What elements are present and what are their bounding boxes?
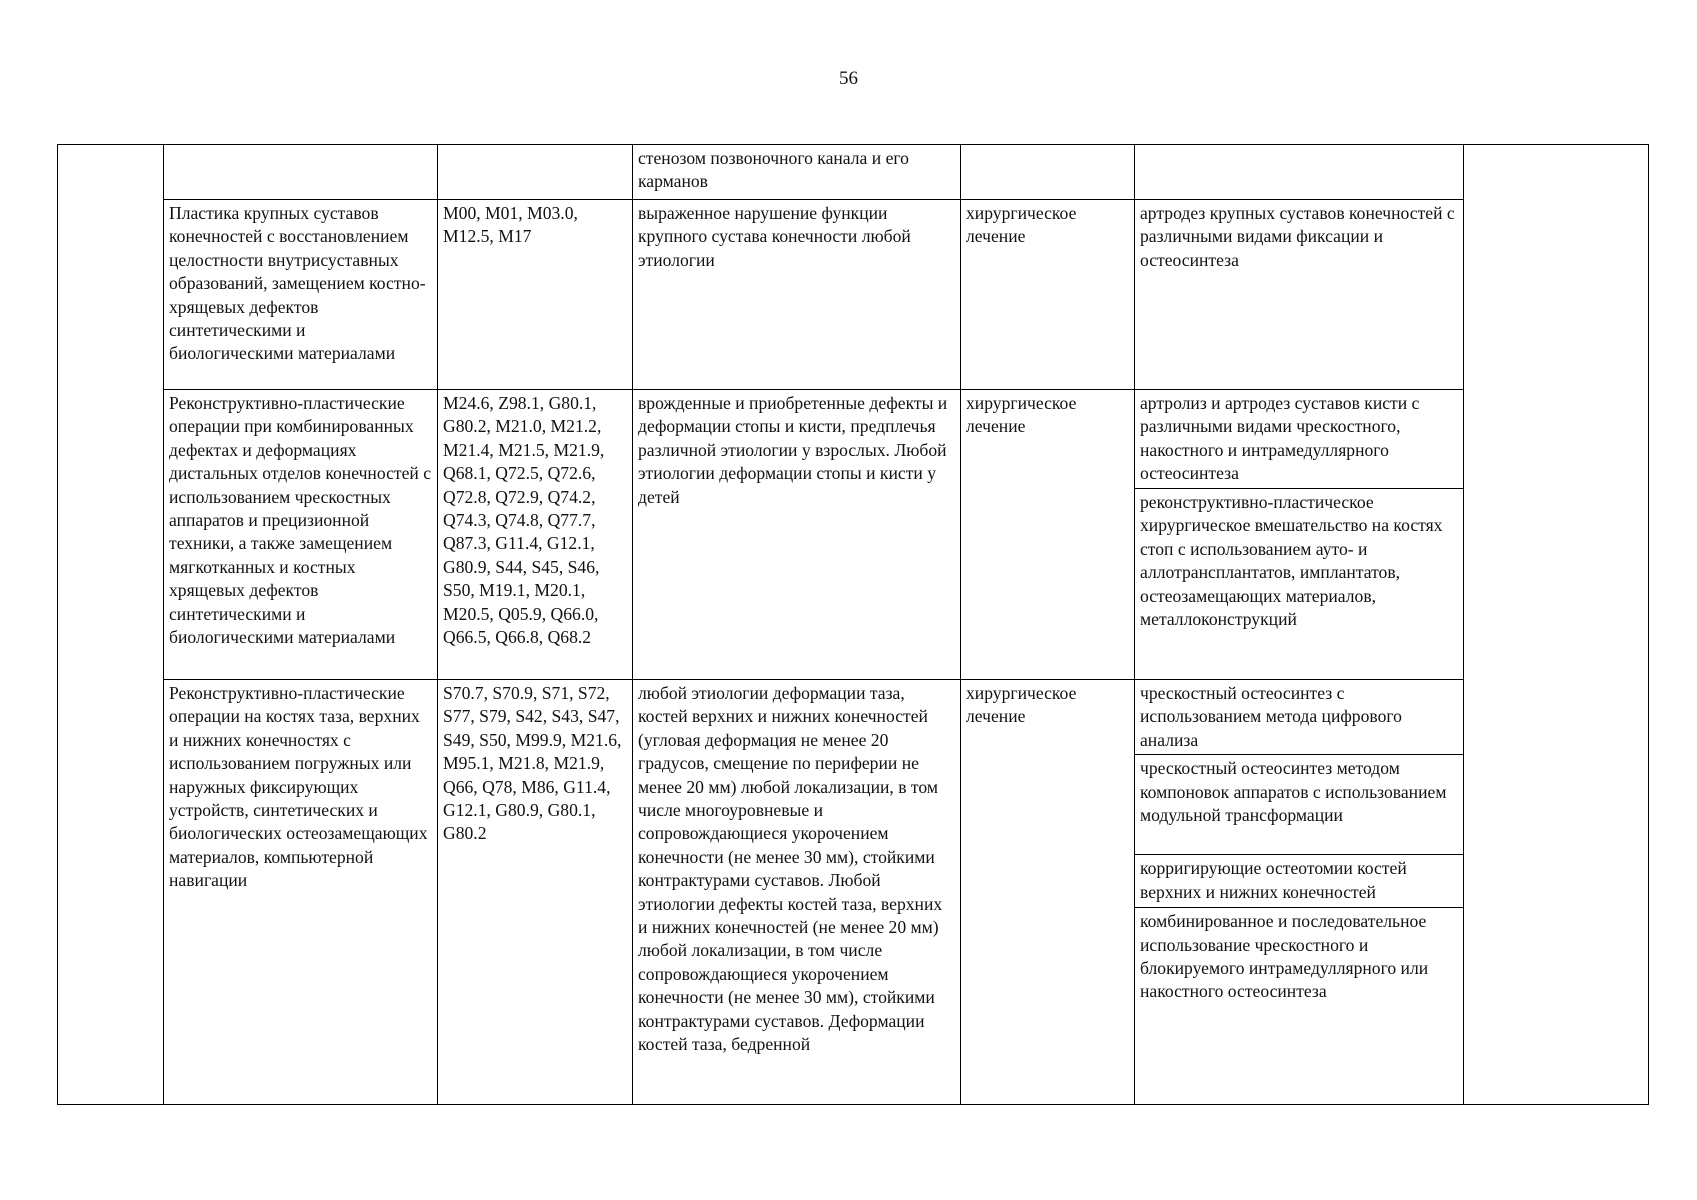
table-row [58,680,1649,755]
table-row [58,200,1649,390]
treatment-cell: хирургическое лечение [961,200,1135,390]
table-row [58,390,1649,489]
condition-cell: любой этиологии деформации таза, костей верхних и нижних конечностей (угловая деформация не менее 20 градусов, смещение по периферии не менее 20 мм) любой локализации, в том числе многоуровневые и сопровождающиеся укорочением конечности (не менее 30 мм), стойкими контрактурами суставов. Любой этиологии дефекты костей таза, верхних и нижних конечностей (не менее 20 мм) любой локализации, в том числе сопровождающиеся укорочением конечности (не менее 30 мм), стойкими контрактурами суставов. Деформации костей таза, бедренной [633,680,961,1105]
table-row-continuation [58,145,1649,200]
treatment-cell: хирургическое лечение [961,390,1135,680]
medical-care-table [57,144,1649,1105]
method-cell: реконструктивно-пластическое хирургическое вмешательство на костях стоп с использованием ауто- и аллотрансплантатов, имплантатов, остеозамещающих материалов, металлоконструкций [1135,489,1464,680]
condition-cell: врожденные и приобретенные дефекты и деформации стопы и кисти, предплечья различной этиологии у взрослых. Любой этиологии деформации стопы и кисти у детей [633,390,961,680]
method-cell: чрескостный остеосинтез методом компоновок аппаратов с использованием модульной трансформации [1135,755,1464,855]
method-cell: комбинированное и последовательное использование чрескостного и блокируемого интрамедуллярного или накостного остеосинтеза [1135,908,1464,1105]
method-cell: артролиз и артродез суставов кисти с различными видами чрескостного, накостного и интрамедуллярного остеосинтеза [1135,390,1464,489]
volume-cell [1464,145,1649,1105]
name-cell: Реконструктивно-пластические операции при комбинированных дефектах и деформациях дистальных отделов конечностей с использованием чрескостных аппаратов и прецизионной техники, а также замещением мягкотканных и костных хрящевых дефектов синтетическими и биологическими материалами [164,390,438,680]
method-cell [1135,145,1464,200]
method-cell: артродез крупных суставов конечностей с различными видами фиксации и остеосинтеза [1135,200,1464,390]
condition-cell: выраженное нарушение функции крупного сустава конечности любой этиологии [633,200,961,390]
index-cell [58,145,164,1105]
treatment-cell: хирургическое лечение [961,680,1135,1105]
method-cell: корригирующие остеотомии костей верхних и нижних конечностей [1135,855,1464,908]
treatment-cell [961,145,1135,200]
method-cell: чрескостный остеосинтез с использованием метода цифрового анализа [1135,680,1464,755]
name-cell [164,145,438,200]
codes-cell: S70.7, S70.9, S71, S72, S77, S79, S42, S43, S47, S49, S50, M99.9, M21.6, M95.1, M21.8, M21.9, Q66, Q78, M86, G11.4, G12.1, G80.9, G80.1, G80.2 [438,680,633,1105]
codes-cell [438,145,633,200]
name-cell: Пластика крупных суставов конечностей с восстановлением целостности внутрисуставных образований, замещением костно-хрящевых дефектов синтетическими и биологическими материалами [164,200,438,390]
codes-cell: M00, M01, M03.0, M12.5, M17 [438,200,633,390]
page-number: 56 [839,68,858,89]
condition-cell: стенозом позвоночного канала и его карманов [633,145,961,200]
codes-cell: M24.6, Z98.1, G80.1, G80.2, M21.0, M21.2, M21.4, M21.5, M21.9, Q68.1, Q72.5, Q72.6, Q72.8, Q72.9, Q74.2, Q74.3, Q74.8, Q77.7, Q87.3, G11.4, G12.1, G80.9, S44, S45, S46, S50, M19.1, M20.1, M20.5, Q05.9, Q66.0, Q66.5, Q66.8, Q68.2 [438,390,633,680]
name-cell: Реконструктивно-пластические операции на костях таза, верхних и нижних конечностях с использованием погружных или наружных фиксирующих устройств, синтетических и биологических остеозамещающих материалов, компьютерной навигации [164,680,438,1105]
